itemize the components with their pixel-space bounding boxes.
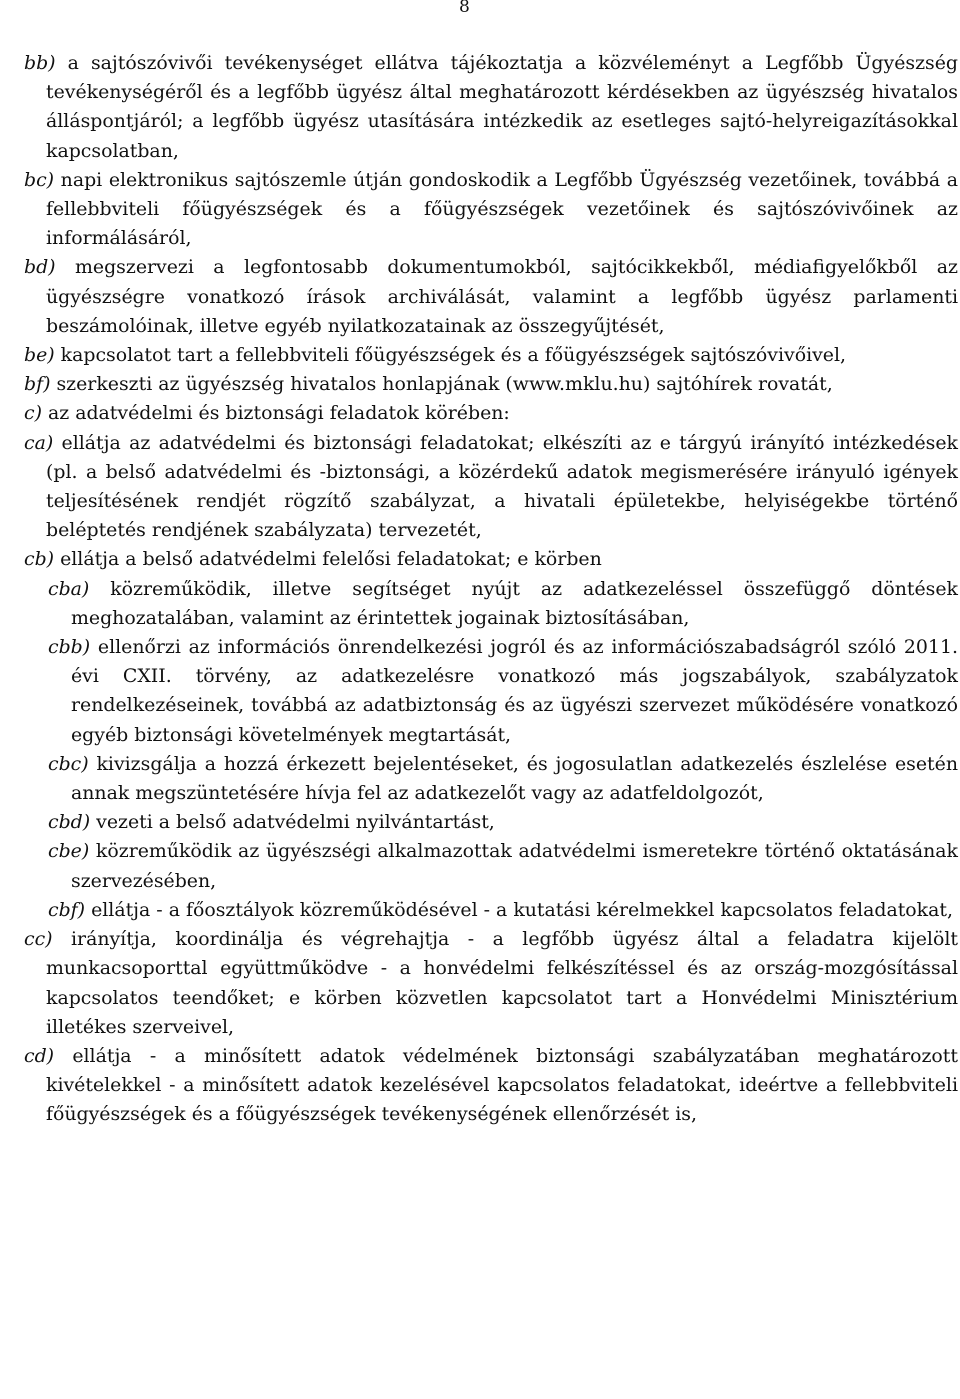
item-label: cba) bbox=[48, 577, 90, 600]
list-item-bd bbox=[24, 253, 958, 341]
item-text: megszervezi a legfontosabb dokumentumokból, sajtócikkekből, médiafigyelőkből az ügyészségre vonatkozó írások archiválását, valamint a legfőbb ügyész parlamenti beszámolóinak, illetve egyéb nyilatkozatainak az összegyűjtését, bbox=[46, 256, 958, 337]
item-text: ellátja az adatvédelmi és biztonsági feladatokat; elkészíti az e tárgyú irányító intézkedések (pl. a belső adatvédelmi és -biztonsági, a közérdekű adatok megismerésére irányuló igények teljesítésének rendjét rögzítő szabályzat, a hivatali épületekbe, helyiségekbe történő beléptetés rendjének szabályzata) tervezetét, bbox=[46, 431, 958, 542]
item-label: c) bbox=[24, 402, 42, 425]
item-text: a sajtószóvivői tevékenységet ellátva tájékoztatja a közvéleményt a Legfőbb Ügyészség tevékenységéről és a legfőbb ügyész által meghatározott kérdésekben az ügyészség hivatalos álláspontjáról; a legfőbb ügyész utasítására intézkedik az esetleges sajtó-helyreigazításokkal kapcsolatban, bbox=[46, 52, 958, 162]
list-item-be bbox=[24, 341, 958, 370]
item-text: az adatvédelmi és biztonsági feladatok körében: bbox=[47, 402, 510, 425]
list-item-cbd bbox=[24, 808, 958, 837]
list-item-bf bbox=[24, 370, 958, 399]
list-item-cbe bbox=[24, 837, 958, 895]
item-label: cc) bbox=[24, 928, 53, 951]
list-item-cbf bbox=[24, 896, 958, 925]
list-item-cba bbox=[24, 575, 958, 633]
item-text: ellátja - a minősített adatok védelmének biztonsági szabályzatában meghatározott kivételekkel - a minősített adatok kezelésével kapcsolatos feladatokat, ideértve a fellebbviteli főügyészségek és a főügyészségek tevékenységének ellenőrzését is, bbox=[46, 1044, 958, 1126]
item-label: bf) bbox=[24, 373, 51, 396]
item-label: cd) bbox=[24, 1044, 55, 1067]
item-label: bc) bbox=[24, 168, 55, 191]
list-item-cd bbox=[24, 1042, 958, 1130]
item-text: irányítja, koordinálja és végrehajtja - a legfőbb ügyész által a feladatra kijelölt munkacsoporttal együttműködve - a honvédelmi felkészítéssel és az ország-mozgósítással kapcsolatos teendőket; e körben közvetlen kapcsolatot tart a Honvédelmi Minisztérium illetékes szerveivel, bbox=[46, 928, 958, 1038]
list-item-bc bbox=[24, 166, 958, 254]
list-item-ca bbox=[24, 429, 958, 546]
list-item-c bbox=[24, 399, 958, 428]
list-item-bb bbox=[24, 49, 958, 166]
item-text: ellátja - a főosztályok közreműködésével - a kutatási kérelmekkel kapcsolatos feladatokat, bbox=[91, 898, 953, 921]
item-text: kivizsgálja a hozzá érkezett bejelentéseket, és jogosulatlan adatkezelés észlelése esetén annak megszüntetésére hívja fel az adatkezelőt vagy az adatfeldolgozót, bbox=[71, 752, 958, 805]
document-body bbox=[24, 49, 958, 1130]
item-label: be) bbox=[24, 344, 55, 367]
item-label: cbe) bbox=[48, 840, 90, 863]
item-label: cbb) bbox=[48, 636, 91, 659]
item-text: szerkeszti az ügyészség hivatalos honlapjának (www.mklu.hu) sajtóhírek rovatát, bbox=[56, 373, 833, 396]
list-item-cb bbox=[24, 545, 958, 574]
item-text: kapcsolatot tart a fellebbviteli főügyészségek és a főügyészségek sajtószóvivőivel, bbox=[60, 344, 847, 367]
item-text: közreműködik az ügyészségi alkalmazottak adatvédelmi ismeretekre történő oktatásának szervezésében, bbox=[71, 840, 958, 892]
item-text: vezeti a belső adatvédelmi nyilvántartást, bbox=[96, 811, 495, 834]
item-label: ca) bbox=[24, 431, 54, 454]
item-label: bd) bbox=[24, 256, 56, 279]
item-text: ellenőrzi az információs önrendelkezési jogról és az információszabadságról szóló 2011. évi CXII. törvény, az adatkezelésre vonatkozó más jogszabályok, szabályzatok rendelkezéseinek, továbbá az adatbiztonság és az ügyészi szervezet működésére vonatkozó egyéb biztonsági követelmények megtartását, bbox=[71, 636, 958, 746]
list-item-cbc bbox=[24, 750, 958, 808]
item-label: bb) bbox=[24, 52, 56, 74]
item-label: cb) bbox=[24, 548, 55, 571]
item-label: cbf) bbox=[48, 898, 86, 921]
item-text: közreműködik, illetve segítséget nyújt az adatkezeléssel összefüggő döntések meghozatalában, valamint az érintettek jogainak biztosításában, bbox=[71, 577, 958, 629]
list-item-cbb bbox=[24, 633, 958, 750]
item-label: cbd) bbox=[48, 811, 91, 834]
page-number: 8 bbox=[459, 0, 470, 17]
item-text: ellátja a belső adatvédelmi felelősi feladatokat; e körben bbox=[60, 548, 602, 571]
list-item-cc bbox=[24, 925, 958, 1042]
item-label: cbc) bbox=[48, 752, 89, 775]
item-text: napi elektronikus sajtószemle útján gondoskodik a Legfőbb Ügyészség vezetőinek, továbbá a fellebbviteli főügyészségek és a főügyészségek vezetőinek és sajtószóvivőinek az informálásáról, bbox=[46, 168, 958, 250]
